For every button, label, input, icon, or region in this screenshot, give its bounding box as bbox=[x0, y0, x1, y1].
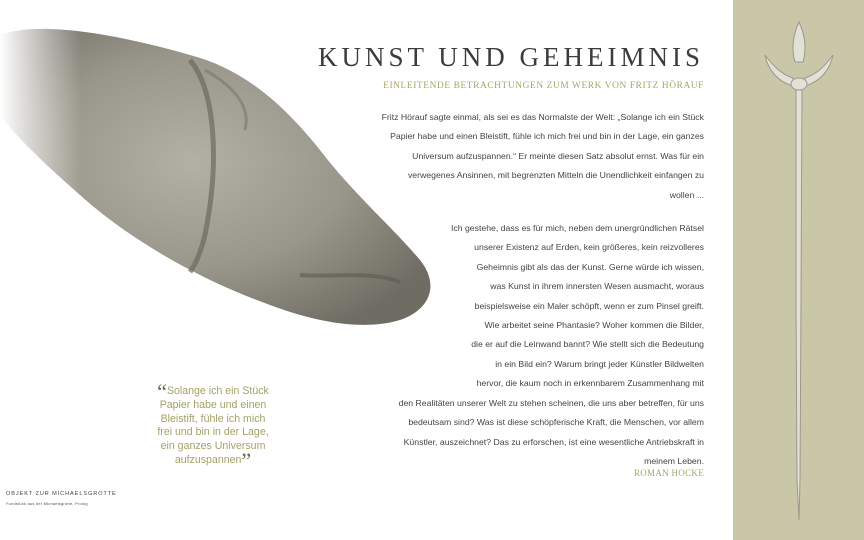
body-line: verwegenes Ansinnen, mit begrenzten Mitteln die Unendlichkeit einfangen zu bbox=[407, 170, 704, 181]
body-line: was Kunst in ihrem innersten Wesen ausmacht, woraus bbox=[490, 281, 704, 292]
body-line: in ein Bild ein? Warum bringt jeder Künstler Bildwelten bbox=[495, 358, 704, 369]
body-line: Papier habe und einen Bleistift, fühle ich mich frei und bin in der Lage, ein ganzes bbox=[390, 131, 704, 142]
open-quote-mark: “ bbox=[157, 379, 167, 404]
quote-line bbox=[143, 379, 283, 404]
body-line: meinem Leben. bbox=[644, 455, 704, 466]
body-text bbox=[348, 108, 704, 471]
quote-line: ein ganzes Universum bbox=[160, 440, 266, 453]
image-caption-sub: Fundstück aus der Michaelsgrotte, Prolog bbox=[6, 501, 88, 506]
page-title: KUNST UND GEHEIMNIS bbox=[318, 42, 704, 72]
body-line: Universum aufzuspannen.“ Er meinte diesen Satz absolut ernst. Was für ein bbox=[412, 150, 704, 161]
quote-line bbox=[143, 447, 283, 473]
page-subtitle: EINLEITENDE BETRACHTUNGEN ZUM WERK VON FRITZ HÖRAUF bbox=[383, 81, 704, 91]
paragraph-gap bbox=[348, 205, 704, 219]
close-quote-mark: ” bbox=[241, 447, 252, 473]
author-name: ROMAN HOCKE bbox=[633, 468, 704, 478]
body-line: die er auf die Leinwand bannt? Wie stellt sich die Bedeutung bbox=[471, 339, 704, 350]
body-line: Ich gestehe, dass es für mich, neben dem unergründlichen Rätsel bbox=[450, 223, 704, 234]
body-line: Wie arbeitet seine Phantasie? Woher kommen die Bilder, bbox=[484, 320, 704, 331]
quote-line-text: aufzuspannen bbox=[174, 453, 242, 466]
body-line: wollen ... bbox=[669, 189, 704, 200]
pull-quote bbox=[143, 379, 283, 473]
body-line: Geheimnis gibt als das der Kunst. Gerne würde ich wissen, bbox=[476, 261, 704, 272]
side-panel-image bbox=[733, 0, 864, 540]
image-caption: OBJEKT ZUR MICHAELSGROTTE bbox=[6, 491, 117, 497]
body-line: unserer Existenz auf Erden, kein größeres, kein reizvolleres bbox=[474, 242, 704, 253]
body-line: den Realitäten unserer Welt zu stehen scheinen, die uns aber betreffen, für uns bbox=[398, 397, 704, 408]
quote-line-text: Solange ich ein Stück bbox=[166, 385, 269, 397]
body-line: hervor, die kaum noch in erkennbarem Zusammenhang mit bbox=[476, 378, 704, 389]
body-line: Fritz Hörauf sagte einmal, als sei es das Normalste der Welt: „Solange ich ein Stück bbox=[381, 112, 704, 122]
body-line: Künstler, auszeichnet? Das zu erforschen, ist eine wesentliche Antriebskraft in bbox=[403, 436, 704, 447]
quote-line: Bleistift, fühle ich mich bbox=[160, 412, 266, 425]
body-line: bedeutsam sind? Was ist diese schöpferische Kraft, die Menschen, vor allem bbox=[408, 417, 704, 428]
quote-line: Papier habe und einen bbox=[159, 398, 267, 411]
quote-line: frei und bin in der Lage, bbox=[157, 426, 269, 439]
body-line: beispielsweise ein Maler schöpft, wenn er zum Pinsel greift. bbox=[474, 300, 704, 311]
